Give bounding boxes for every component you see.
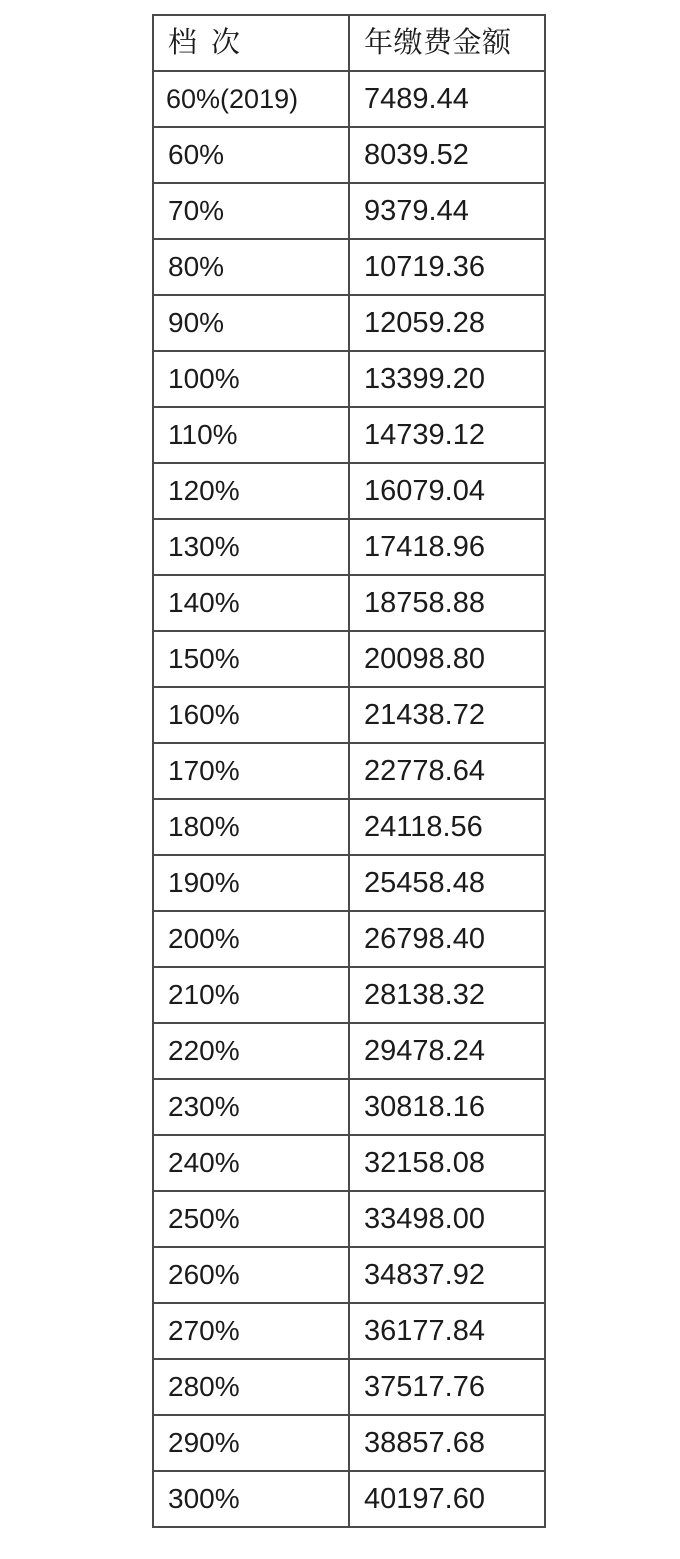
table-row: [153, 911, 545, 967]
table-row: [153, 1247, 545, 1303]
table-row: [153, 967, 545, 1023]
cell-tier: 210%: [153, 967, 349, 1023]
cell-amount: 29478.24: [349, 1023, 545, 1079]
cell-amount: 20098.80: [349, 631, 545, 687]
table-row: [153, 631, 545, 687]
cell-amount: 17418.96: [349, 519, 545, 575]
table-row: [153, 1471, 545, 1527]
cell-amount: 12059.28: [349, 295, 545, 351]
cell-tier: 230%: [153, 1079, 349, 1135]
cell-amount: 18758.88: [349, 575, 545, 631]
cell-amount: 38857.68: [349, 1415, 545, 1471]
cell-amount: 37517.76: [349, 1359, 545, 1415]
cell-tier: 60%: [153, 127, 349, 183]
table-row: [153, 1135, 545, 1191]
cell-amount: 10719.36: [349, 239, 545, 295]
table-row: [153, 519, 545, 575]
cell-tier: 250%: [153, 1191, 349, 1247]
cell-amount: 40197.60: [349, 1471, 545, 1527]
table-row: [153, 1023, 545, 1079]
table-header-row: [153, 15, 545, 71]
cell-tier: 130%: [153, 519, 349, 575]
cell-amount: 14739.12: [349, 407, 545, 463]
cell-amount: 33498.00: [349, 1191, 545, 1247]
table-row: [153, 855, 545, 911]
cell-tier: 240%: [153, 1135, 349, 1191]
cell-tier: 80%: [153, 239, 349, 295]
table-row: [153, 295, 545, 351]
cell-tier: 60%(2019): [153, 71, 349, 127]
cell-tier: 220%: [153, 1023, 349, 1079]
table-row: [153, 239, 545, 295]
cell-tier: 100%: [153, 351, 349, 407]
table-row: [153, 743, 545, 799]
cell-tier: 110%: [153, 407, 349, 463]
cell-tier: 170%: [153, 743, 349, 799]
column-header-amount: 年缴费金额: [349, 15, 545, 71]
cell-amount: 32158.08: [349, 1135, 545, 1191]
cell-tier: 200%: [153, 911, 349, 967]
cell-tier: 300%: [153, 1471, 349, 1527]
cell-tier: 160%: [153, 687, 349, 743]
table-row: [153, 127, 545, 183]
cell-amount: 24118.56: [349, 799, 545, 855]
cell-amount: 28138.32: [349, 967, 545, 1023]
cell-amount: 13399.20: [349, 351, 545, 407]
cell-tier: 260%: [153, 1247, 349, 1303]
cell-amount: 26798.40: [349, 911, 545, 967]
cell-amount: 25458.48: [349, 855, 545, 911]
contribution-fee-table: [152, 14, 546, 1528]
cell-amount: 34837.92: [349, 1247, 545, 1303]
cell-tier: 140%: [153, 575, 349, 631]
table-body: [153, 71, 545, 1527]
cell-amount: 9379.44: [349, 183, 545, 239]
cell-amount: 22778.64: [349, 743, 545, 799]
table-row: [153, 351, 545, 407]
table-row: [153, 463, 545, 519]
cell-tier: 270%: [153, 1303, 349, 1359]
cell-tier: 290%: [153, 1415, 349, 1471]
table-header: [153, 15, 545, 71]
table-row: [153, 1415, 545, 1471]
table-row: [153, 687, 545, 743]
cell-amount: 7489.44: [349, 71, 545, 127]
table-row: [153, 799, 545, 855]
cell-tier: 190%: [153, 855, 349, 911]
table-row: [153, 1191, 545, 1247]
cell-amount: 30818.16: [349, 1079, 545, 1135]
cell-tier: 120%: [153, 463, 349, 519]
cell-tier: 180%: [153, 799, 349, 855]
table-row: [153, 183, 545, 239]
cell-tier: 280%: [153, 1359, 349, 1415]
table-row: [153, 1303, 545, 1359]
fee-table-container: [152, 14, 544, 1528]
cell-tier: 150%: [153, 631, 349, 687]
cell-tier: 70%: [153, 183, 349, 239]
cell-amount: 16079.04: [349, 463, 545, 519]
table-row: [153, 407, 545, 463]
cell-tier: 90%: [153, 295, 349, 351]
column-header-tier: 档 次: [153, 15, 349, 71]
cell-amount: 36177.84: [349, 1303, 545, 1359]
table-row: [153, 1359, 545, 1415]
table-row: [153, 71, 545, 127]
table-row: [153, 1079, 545, 1135]
table-row: [153, 575, 545, 631]
cell-amount: 8039.52: [349, 127, 545, 183]
cell-amount: 21438.72: [349, 687, 545, 743]
